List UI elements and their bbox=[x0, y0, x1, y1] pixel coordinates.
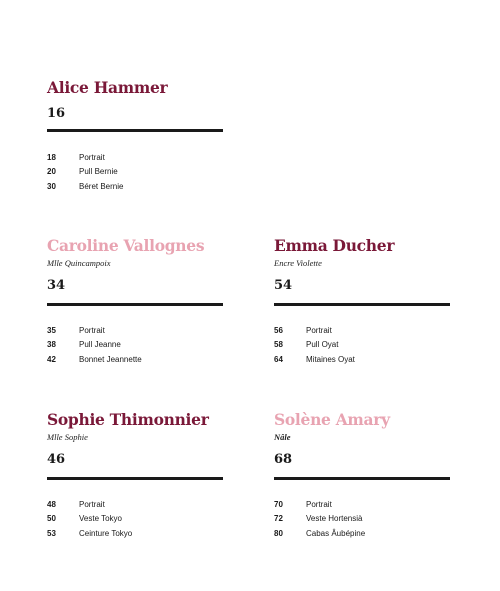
toc-section-emma-ducher bbox=[274, 236, 450, 371]
brand-name: Mlle Sophie bbox=[47, 432, 88, 442]
designer-name: Emma Ducher bbox=[274, 236, 395, 255]
entry-page: 48 bbox=[47, 500, 56, 509]
brand-name: Nâle bbox=[274, 432, 291, 442]
entry-page: 56 bbox=[274, 326, 283, 335]
entry-page: 70 bbox=[274, 500, 283, 509]
toc-section-caroline-vallognes bbox=[47, 236, 223, 371]
section-start-page: 68 bbox=[274, 452, 293, 467]
entry-title: Mitaines Oyat bbox=[306, 354, 355, 364]
entry-page: 72 bbox=[274, 514, 283, 524]
entry-title: Cabas Âubépine bbox=[306, 528, 366, 538]
entry-title: Portrait bbox=[79, 500, 105, 509]
list-item bbox=[47, 353, 142, 367]
entry-title: Béret Bernie bbox=[79, 181, 124, 191]
designer-name: Caroline Vallognes bbox=[47, 236, 205, 255]
entry-page: 80 bbox=[274, 528, 283, 538]
entry-list bbox=[47, 498, 132, 541]
entry-title: Bonnet Jeannette bbox=[79, 354, 142, 364]
section-divider bbox=[47, 129, 223, 132]
entry-title: Pull Bernie bbox=[79, 167, 118, 177]
entry-page: 42 bbox=[47, 354, 56, 364]
toc-section-alice-hammer bbox=[47, 78, 223, 198]
designer-name: Sophie Thimonnier bbox=[47, 410, 209, 429]
section-divider bbox=[47, 477, 223, 480]
brand-name: Encre Violette bbox=[274, 258, 322, 268]
list-item bbox=[47, 512, 132, 526]
entry-page: 58 bbox=[274, 340, 283, 350]
list-item bbox=[47, 324, 142, 338]
section-divider bbox=[274, 303, 450, 306]
entry-title: Veste Hortensià bbox=[306, 514, 363, 524]
entry-page: 30 bbox=[47, 181, 56, 191]
toc-section-solene-amary bbox=[274, 410, 450, 545]
section-divider bbox=[274, 477, 450, 480]
section-start-page: 54 bbox=[274, 278, 293, 293]
entry-title: Portrait bbox=[79, 326, 105, 335]
list-item bbox=[47, 165, 123, 179]
entry-title: Portrait bbox=[306, 500, 332, 509]
brand-name: Mlle Quincampoix bbox=[47, 258, 111, 268]
entry-page: 53 bbox=[47, 528, 56, 538]
entry-title: Ceinture Tokyo bbox=[79, 528, 133, 538]
entry-list bbox=[47, 151, 123, 194]
list-item bbox=[47, 180, 123, 194]
list-item bbox=[274, 527, 365, 541]
section-start-page: 34 bbox=[47, 278, 66, 293]
section-start-page: 46 bbox=[47, 452, 66, 467]
list-item bbox=[274, 353, 355, 367]
entry-page: 35 bbox=[47, 326, 56, 335]
list-item bbox=[274, 324, 355, 338]
entry-title: Pull Oyat bbox=[306, 340, 339, 350]
section-start-page: 16 bbox=[47, 106, 66, 121]
list-item bbox=[274, 512, 365, 526]
list-item bbox=[47, 527, 132, 541]
entry-list bbox=[274, 324, 355, 367]
list-item bbox=[47, 151, 123, 165]
entry-title: Veste Tokyo bbox=[79, 514, 122, 524]
designer-name: Alice Hammer bbox=[47, 78, 168, 97]
toc-section-sophie-thimonnier bbox=[47, 410, 223, 545]
entry-title: Portrait bbox=[306, 326, 332, 335]
list-item bbox=[274, 498, 365, 512]
entry-list bbox=[274, 498, 365, 541]
section-divider bbox=[47, 303, 223, 306]
entry-page: 18 bbox=[47, 153, 56, 162]
entry-title: Portrait bbox=[79, 153, 105, 162]
entry-list bbox=[47, 324, 142, 367]
entry-page: 64 bbox=[274, 354, 283, 364]
entry-page: 38 bbox=[47, 340, 56, 350]
designer-name: Solène Amary bbox=[274, 410, 390, 429]
entry-page: 50 bbox=[47, 514, 56, 524]
entry-title: Pull Jeanne bbox=[79, 340, 121, 350]
list-item bbox=[47, 338, 142, 352]
entry-page: 20 bbox=[47, 167, 56, 177]
list-item bbox=[47, 498, 132, 512]
list-item bbox=[274, 338, 355, 352]
